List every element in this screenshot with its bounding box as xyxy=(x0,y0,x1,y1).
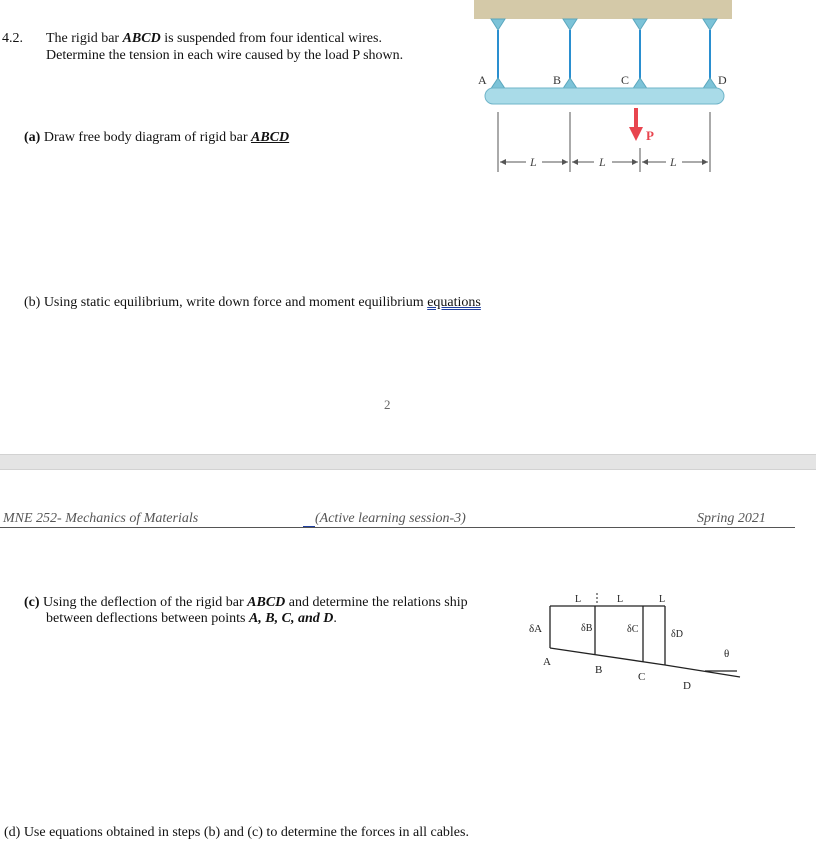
part-d-text: (d) Use equations obtained in steps (b) and (c) to determine the forces in all cables. xyxy=(4,825,469,840)
problem-statement-line-2: Determine the tension in each wire caused by the load P shown. xyxy=(46,48,404,63)
dim-label-2: L xyxy=(599,155,606,169)
sketch-dim-1: L xyxy=(575,594,582,605)
part-c-text: . xyxy=(333,611,337,626)
label-b: B xyxy=(553,73,562,87)
rigid-bar-figure xyxy=(470,0,740,185)
delta-c: δC xyxy=(627,624,639,635)
sketch-dim-2: L xyxy=(617,594,624,605)
label-a: A xyxy=(478,73,487,87)
point-b: B xyxy=(595,664,603,676)
problem-number: 4.2. xyxy=(2,31,23,46)
semester: Spring 2021 xyxy=(697,511,766,526)
part-c-line-2 xyxy=(46,611,337,627)
bar-name: ABCD xyxy=(251,130,290,145)
part-a-label: (a) xyxy=(24,130,41,145)
delta-d: δD xyxy=(671,629,683,640)
wires xyxy=(498,30,710,80)
bar-name: ABCD xyxy=(122,31,161,46)
point-names: A, B, C, and D xyxy=(248,611,334,626)
part-c-text: between deflections between points xyxy=(46,611,249,626)
deflection-sketch xyxy=(525,585,750,700)
header-rule xyxy=(0,527,795,528)
rigid-bar xyxy=(485,88,724,104)
session-title: (Active learning session-3) xyxy=(315,511,466,526)
angle-theta: θ xyxy=(724,648,730,660)
point-d: D xyxy=(683,680,691,692)
ceiling xyxy=(474,0,732,19)
dim-label-3: L xyxy=(670,155,677,169)
page-number: 2 xyxy=(384,397,391,412)
part-c-text: and determine the relations ship xyxy=(285,595,468,610)
load-label: P xyxy=(646,128,654,143)
label-d: D xyxy=(718,73,727,87)
sketch-dim-3: L xyxy=(659,594,666,605)
problem-text: is suspended from four identical wires. xyxy=(160,31,382,46)
part-c-line-1 xyxy=(24,595,468,611)
load-arrow xyxy=(629,108,643,141)
equations-word: equations xyxy=(427,295,481,310)
problem-statement-line-1 xyxy=(46,31,382,47)
part-b-text xyxy=(24,295,481,311)
part-a-instruction: Draw free body diagram of rigid bar xyxy=(40,130,252,145)
part-a-text xyxy=(24,130,289,146)
part-c-label: (c) xyxy=(24,595,40,610)
problem-text: The rigid bar xyxy=(46,31,123,46)
delta-b: δB xyxy=(581,623,593,634)
label-c: C xyxy=(621,73,630,87)
point-c: C xyxy=(638,671,646,683)
part-c-text: Using the deflection of the rigid bar xyxy=(39,595,248,610)
sketch-lines xyxy=(550,606,740,677)
delta-a: δA xyxy=(529,623,543,635)
bar-name: ABCD xyxy=(247,595,286,610)
page-separator xyxy=(0,454,816,470)
course-title: MNE 252- Mechanics of Materials xyxy=(3,511,199,526)
dim-label-1: L xyxy=(530,155,537,169)
ceiling-supports xyxy=(491,19,717,30)
part-b-instruction: (b) Using static equilibrium, write down force and moment equilibrium xyxy=(24,295,428,310)
point-a: A xyxy=(543,656,551,668)
